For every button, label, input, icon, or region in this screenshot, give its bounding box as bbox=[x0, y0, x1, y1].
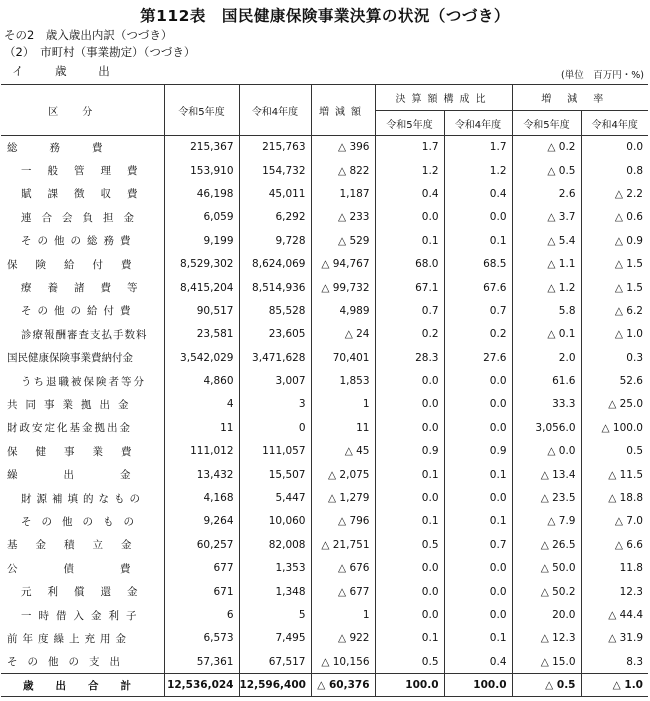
row-label bbox=[1, 533, 164, 556]
cell-g5: △ 12.3 bbox=[512, 627, 581, 650]
cell-c4: 0.0 bbox=[444, 369, 512, 392]
cell-r5: 4,860 bbox=[164, 369, 239, 392]
cell-g4: 0.0 bbox=[581, 136, 648, 159]
table-row bbox=[1, 323, 648, 346]
table-row bbox=[1, 440, 648, 463]
table-row bbox=[1, 346, 648, 369]
cell-c4: 0.0 bbox=[444, 416, 512, 439]
header-r4: 令和4年度 bbox=[239, 85, 311, 136]
cell-c5: 0.2 bbox=[375, 323, 444, 346]
table-row bbox=[1, 557, 648, 580]
cell-change: 1,853 bbox=[311, 369, 375, 392]
subtitle-part: その2 歳入歳出内訳（つづき） bbox=[4, 28, 173, 42]
cell-change: △ 796 bbox=[311, 510, 375, 533]
cell-g5: △ 13.4 bbox=[512, 463, 581, 486]
cell-c5: 0.0 bbox=[375, 416, 444, 439]
row-label-text: 賦課徴収費 bbox=[21, 188, 154, 201]
cell-g4: △ 7.0 bbox=[581, 510, 648, 533]
cell-g5: △ 3.7 bbox=[512, 206, 581, 229]
row-label bbox=[1, 650, 164, 673]
header-rate-r4: 令和4年度 bbox=[581, 111, 648, 136]
header-r5: 令和5年度 bbox=[164, 85, 239, 136]
table-row bbox=[1, 510, 648, 533]
cell-change: △ 822 bbox=[311, 159, 375, 182]
row-label-text: 総務費 bbox=[7, 141, 135, 154]
row-label bbox=[1, 463, 177, 486]
cell-r5: 57,361 bbox=[164, 650, 239, 673]
cell-g4: △ 6.2 bbox=[581, 299, 648, 322]
cell-r4: 23,605 bbox=[239, 323, 311, 346]
cell-c4: 0.1 bbox=[444, 627, 512, 650]
cell-r4: 82,008 bbox=[239, 533, 311, 556]
row-label bbox=[1, 369, 164, 392]
row-label-text: 財源補填的なもの bbox=[21, 492, 145, 505]
header-category: 区分 bbox=[1, 85, 164, 136]
cell-c5: 0.0 bbox=[375, 486, 444, 509]
cell-r4: 85,528 bbox=[239, 299, 311, 322]
table-row bbox=[1, 463, 648, 486]
cell-change: 1 bbox=[311, 603, 375, 626]
cell-c5: 0.1 bbox=[375, 463, 444, 486]
cell-change: △ 676 bbox=[311, 557, 375, 580]
row-label-text: 国民健康保険事業費納付金 bbox=[7, 352, 133, 365]
row-label bbox=[1, 510, 164, 533]
cell-c5: 67.1 bbox=[375, 276, 444, 299]
cell-change: △ 922 bbox=[311, 627, 375, 650]
cell-r5: 60,257 bbox=[164, 533, 239, 556]
cell-c4: 0.4 bbox=[444, 650, 512, 673]
cell-g5: 3,056.0 bbox=[512, 416, 581, 439]
cell-r4: 1,353 bbox=[239, 557, 311, 580]
cell-r4: 5 bbox=[239, 603, 311, 626]
cell-r5: 12,536,024 bbox=[164, 673, 239, 696]
table-row bbox=[1, 276, 648, 299]
row-label-text: 保健事業費 bbox=[7, 445, 150, 458]
cell-r5: 13,432 bbox=[164, 463, 239, 486]
cell-c4: 68.5 bbox=[444, 252, 512, 275]
cell-c5: 0.0 bbox=[375, 206, 444, 229]
cell-g4: △ 25.0 bbox=[581, 393, 648, 416]
cell-c4: 27.6 bbox=[444, 346, 512, 369]
row-label-text: 基金積立金 bbox=[7, 539, 150, 552]
cell-c5: 68.0 bbox=[375, 252, 444, 275]
cell-r4: 5,447 bbox=[239, 486, 311, 509]
table-row bbox=[1, 182, 648, 205]
cell-g4: 11.8 bbox=[581, 557, 648, 580]
table-row bbox=[1, 416, 648, 439]
row-label-text: 共同事業拠出金 bbox=[7, 398, 137, 411]
cell-g5: 2.6 bbox=[512, 182, 581, 205]
cell-g5: △ 50.2 bbox=[512, 580, 581, 603]
cell-g4: 8.3 bbox=[581, 650, 648, 673]
unit-note: (単位 百万円・%) bbox=[561, 70, 644, 81]
cell-r5: 9,264 bbox=[164, 510, 239, 533]
cell-g4: △ 18.8 bbox=[581, 486, 648, 509]
row-label bbox=[1, 136, 164, 159]
header-comp-r5: 令和5年度 bbox=[375, 111, 444, 136]
cell-g4: 0.3 bbox=[581, 346, 648, 369]
table-body bbox=[1, 136, 648, 697]
cell-r5: 6,573 bbox=[164, 627, 239, 650]
cell-change: 70,401 bbox=[311, 346, 375, 369]
cell-c4: 0.2 bbox=[444, 323, 512, 346]
row-label bbox=[1, 416, 164, 439]
cell-g4: △ 6.6 bbox=[581, 533, 648, 556]
cell-g5: △ 15.0 bbox=[512, 650, 581, 673]
cell-c4: 0.7 bbox=[444, 299, 512, 322]
row-label bbox=[1, 440, 164, 463]
cell-r4: 10,060 bbox=[239, 510, 311, 533]
header-rate: 増減率 bbox=[512, 85, 648, 111]
cell-g4: △ 2.2 bbox=[581, 182, 648, 205]
table-row bbox=[1, 580, 648, 603]
cell-r4: 3,007 bbox=[239, 369, 311, 392]
cell-g5: △ 0.5 bbox=[512, 673, 581, 696]
table-row bbox=[1, 299, 648, 322]
cell-r4: 215,763 bbox=[239, 136, 311, 159]
cell-g4: △ 100.0 bbox=[581, 416, 648, 439]
cell-r5: 153,910 bbox=[164, 159, 239, 182]
cell-g4: △ 44.4 bbox=[581, 603, 648, 626]
cell-c5: 0.0 bbox=[375, 393, 444, 416]
cell-g4: 0.8 bbox=[581, 159, 648, 182]
cell-c5: 0.9 bbox=[375, 440, 444, 463]
cell-c4: 0.1 bbox=[444, 463, 512, 486]
cell-c5: 0.0 bbox=[375, 369, 444, 392]
cell-g4: △ 1.5 bbox=[581, 252, 648, 275]
cell-c5: 0.1 bbox=[375, 627, 444, 650]
row-label bbox=[1, 580, 164, 603]
cell-r5: 8,415,204 bbox=[164, 276, 239, 299]
header-change: 増減額 bbox=[311, 85, 375, 136]
cell-r4: 154,732 bbox=[239, 159, 311, 182]
cell-change: △ 233 bbox=[311, 206, 375, 229]
cell-r5: 6 bbox=[164, 603, 239, 626]
cell-g5: 2.0 bbox=[512, 346, 581, 369]
row-label bbox=[1, 276, 164, 299]
cell-c4: 1.7 bbox=[444, 136, 512, 159]
cell-g5: △ 0.0 bbox=[512, 440, 581, 463]
row-label-text: その他の給付費 bbox=[21, 305, 137, 318]
cell-g5: △ 0.1 bbox=[512, 323, 581, 346]
cell-r4: 111,057 bbox=[239, 440, 311, 463]
cell-g4: △ 0.9 bbox=[581, 229, 648, 252]
subtitle-section: （2） 市町村（事業勘定）（つづき） bbox=[4, 45, 196, 59]
cell-c4: 1.2 bbox=[444, 159, 512, 182]
cell-g4: △ 31.9 bbox=[581, 627, 648, 650]
table-row bbox=[1, 369, 648, 392]
total-row bbox=[1, 673, 648, 696]
row-label bbox=[1, 229, 164, 252]
cell-r4: 9,728 bbox=[239, 229, 311, 252]
cell-c5: 0.4 bbox=[375, 182, 444, 205]
cell-change: △ 396 bbox=[311, 136, 375, 159]
row-label-text: 財政安定化基金拠出金 bbox=[7, 422, 132, 435]
row-label-text: 一般管理費 bbox=[21, 165, 154, 178]
cell-c4: 0.9 bbox=[444, 440, 512, 463]
cell-c4: 0.4 bbox=[444, 182, 512, 205]
cell-g4: △ 1.0 bbox=[581, 323, 648, 346]
cell-r4: 3,471,628 bbox=[239, 346, 311, 369]
cell-c5: 0.5 bbox=[375, 650, 444, 673]
cell-c5: 28.3 bbox=[375, 346, 444, 369]
cell-g4: 0.5 bbox=[581, 440, 648, 463]
cell-r4: 7,495 bbox=[239, 627, 311, 650]
cell-g5: △ 7.9 bbox=[512, 510, 581, 533]
cell-r4: 0 bbox=[239, 416, 311, 439]
cell-r5: 23,581 bbox=[164, 323, 239, 346]
cell-c4: 0.0 bbox=[444, 393, 512, 416]
cell-g4: △ 1.0 bbox=[581, 673, 648, 696]
cell-g5: △ 1.2 bbox=[512, 276, 581, 299]
header-comp-r4: 令和4年度 bbox=[444, 111, 512, 136]
cell-r5: 11 bbox=[164, 416, 239, 439]
row-label-text: その他の支出 bbox=[7, 656, 130, 669]
cell-change: △ 45 bbox=[311, 440, 375, 463]
cell-r5: 6,059 bbox=[164, 206, 239, 229]
cell-r4: 45,011 bbox=[239, 182, 311, 205]
cell-change: △ 677 bbox=[311, 580, 375, 603]
cell-change: 4,989 bbox=[311, 299, 375, 322]
row-label-text: うち退職被保険者等分 bbox=[21, 375, 146, 388]
cell-change: 1,187 bbox=[311, 182, 375, 205]
row-label-text: 繰出金 bbox=[7, 469, 177, 482]
cell-r4: 12,596,400 bbox=[239, 673, 311, 696]
row-label-text: 前年度繰上充用金 bbox=[7, 632, 131, 645]
cell-g5: △ 23.5 bbox=[512, 486, 581, 509]
cell-c5: 1.2 bbox=[375, 159, 444, 182]
cell-g5: 33.3 bbox=[512, 393, 581, 416]
cell-r4: 67,517 bbox=[239, 650, 311, 673]
cell-r5: 3,542,029 bbox=[164, 346, 239, 369]
table-row bbox=[1, 393, 648, 416]
table-row bbox=[1, 627, 648, 650]
row-label bbox=[1, 603, 164, 626]
cell-c4: 0.0 bbox=[444, 580, 512, 603]
row-label bbox=[1, 346, 164, 369]
table-row bbox=[1, 229, 648, 252]
cell-c4: 100.0 bbox=[444, 673, 512, 696]
cell-r5: 8,529,302 bbox=[164, 252, 239, 275]
row-label-text: 一時借入金利子 bbox=[21, 609, 144, 622]
row-label bbox=[1, 486, 164, 509]
cell-change: △ 10,156 bbox=[311, 650, 375, 673]
cell-c5: 0.0 bbox=[375, 580, 444, 603]
cell-r5: 90,517 bbox=[164, 299, 239, 322]
cell-r5: 671 bbox=[164, 580, 239, 603]
cell-c5: 0.0 bbox=[375, 603, 444, 626]
cell-g5: △ 1.1 bbox=[512, 252, 581, 275]
section-heading: イ 歳 出 bbox=[12, 64, 124, 78]
cell-g4: △ 11.5 bbox=[581, 463, 648, 486]
cell-c4: 0.0 bbox=[444, 486, 512, 509]
cell-c4: 0.7 bbox=[444, 533, 512, 556]
cell-g4: △ 0.6 bbox=[581, 206, 648, 229]
cell-r5: 4,168 bbox=[164, 486, 239, 509]
row-label bbox=[1, 673, 164, 696]
cell-change: △ 99,732 bbox=[311, 276, 375, 299]
cell-change: △ 21,751 bbox=[311, 533, 375, 556]
table-row bbox=[1, 136, 648, 159]
table-row bbox=[1, 159, 648, 182]
cell-g5: 61.6 bbox=[512, 369, 581, 392]
cell-c5: 0.7 bbox=[375, 299, 444, 322]
cell-r4: 6,292 bbox=[239, 206, 311, 229]
cell-r4: 15,507 bbox=[239, 463, 311, 486]
row-label bbox=[1, 252, 164, 275]
cell-g5: △ 5.4 bbox=[512, 229, 581, 252]
cell-change: 11 bbox=[311, 416, 375, 439]
row-label-text: 元利償還金 bbox=[21, 586, 154, 599]
table-row bbox=[1, 252, 648, 275]
row-label-text: 連合会負担金 bbox=[21, 211, 144, 224]
row-label-text: 歳出合計 bbox=[23, 679, 153, 692]
cell-change: 1 bbox=[311, 393, 375, 416]
row-label bbox=[1, 393, 164, 416]
cell-change: △ 24 bbox=[311, 323, 375, 346]
cell-r4: 8,624,069 bbox=[239, 252, 311, 275]
cell-r5: 4 bbox=[164, 393, 239, 416]
cell-c4: 0.1 bbox=[444, 510, 512, 533]
header-rate-r5: 令和5年度 bbox=[512, 111, 581, 136]
row-label-text: 療養諸費等 bbox=[21, 282, 154, 295]
cell-g5: △ 0.5 bbox=[512, 159, 581, 182]
cell-g5: 5.8 bbox=[512, 299, 581, 322]
table-title: 第112表 国民健康保険事業決算の状況（つづき） bbox=[140, 7, 510, 25]
cell-c4: 0.0 bbox=[444, 603, 512, 626]
expenditure-table bbox=[1, 84, 648, 697]
cell-r5: 215,367 bbox=[164, 136, 239, 159]
cell-change: △ 60,376 bbox=[311, 673, 375, 696]
cell-c5: 0.5 bbox=[375, 533, 444, 556]
cell-r5: 111,012 bbox=[164, 440, 239, 463]
row-label-text: その他のもの bbox=[21, 515, 144, 528]
row-label bbox=[1, 323, 164, 346]
row-label bbox=[1, 182, 164, 205]
cell-r4: 8,514,936 bbox=[239, 276, 311, 299]
header-composition: 決算額構成比 bbox=[375, 85, 512, 111]
cell-g4: 12.3 bbox=[581, 580, 648, 603]
cell-change: △ 1,279 bbox=[311, 486, 375, 509]
cell-r4: 1,348 bbox=[239, 580, 311, 603]
cell-c4: 0.0 bbox=[444, 557, 512, 580]
cell-c5: 0.1 bbox=[375, 229, 444, 252]
row-label bbox=[1, 627, 164, 650]
table-row bbox=[1, 486, 648, 509]
cell-c5: 1.7 bbox=[375, 136, 444, 159]
table-row bbox=[1, 603, 648, 626]
cell-c5: 0.0 bbox=[375, 557, 444, 580]
cell-c4: 0.0 bbox=[444, 206, 512, 229]
cell-g4: △ 1.5 bbox=[581, 276, 648, 299]
row-label-text: その他の総務費 bbox=[21, 235, 137, 248]
cell-g5: △ 50.0 bbox=[512, 557, 581, 580]
cell-g5: △ 0.2 bbox=[512, 136, 581, 159]
row-label-text: 保険給付費 bbox=[7, 258, 150, 271]
cell-change: △ 2,075 bbox=[311, 463, 375, 486]
cell-g5: 20.0 bbox=[512, 603, 581, 626]
cell-r5: 9,199 bbox=[164, 229, 239, 252]
cell-g4: 52.6 bbox=[581, 369, 648, 392]
cell-c5: 0.1 bbox=[375, 510, 444, 533]
row-label bbox=[1, 159, 164, 182]
row-label bbox=[1, 557, 177, 580]
row-label bbox=[1, 206, 164, 229]
cell-c5: 100.0 bbox=[375, 673, 444, 696]
row-label-text: 公債費 bbox=[7, 562, 177, 575]
table-row bbox=[1, 206, 648, 229]
cell-c4: 67.6 bbox=[444, 276, 512, 299]
cell-c4: 0.1 bbox=[444, 229, 512, 252]
row-label-text: 診療報酬審査支払手数料 bbox=[21, 328, 148, 341]
cell-r4: 3 bbox=[239, 393, 311, 416]
cell-change: △ 529 bbox=[311, 229, 375, 252]
row-label bbox=[1, 299, 164, 322]
cell-r5: 46,198 bbox=[164, 182, 239, 205]
table-header bbox=[1, 85, 648, 136]
cell-r5: 677 bbox=[164, 557, 239, 580]
cell-g5: △ 26.5 bbox=[512, 533, 581, 556]
table-row bbox=[1, 650, 648, 673]
table-row bbox=[1, 533, 648, 556]
cell-change: △ 94,767 bbox=[311, 252, 375, 275]
